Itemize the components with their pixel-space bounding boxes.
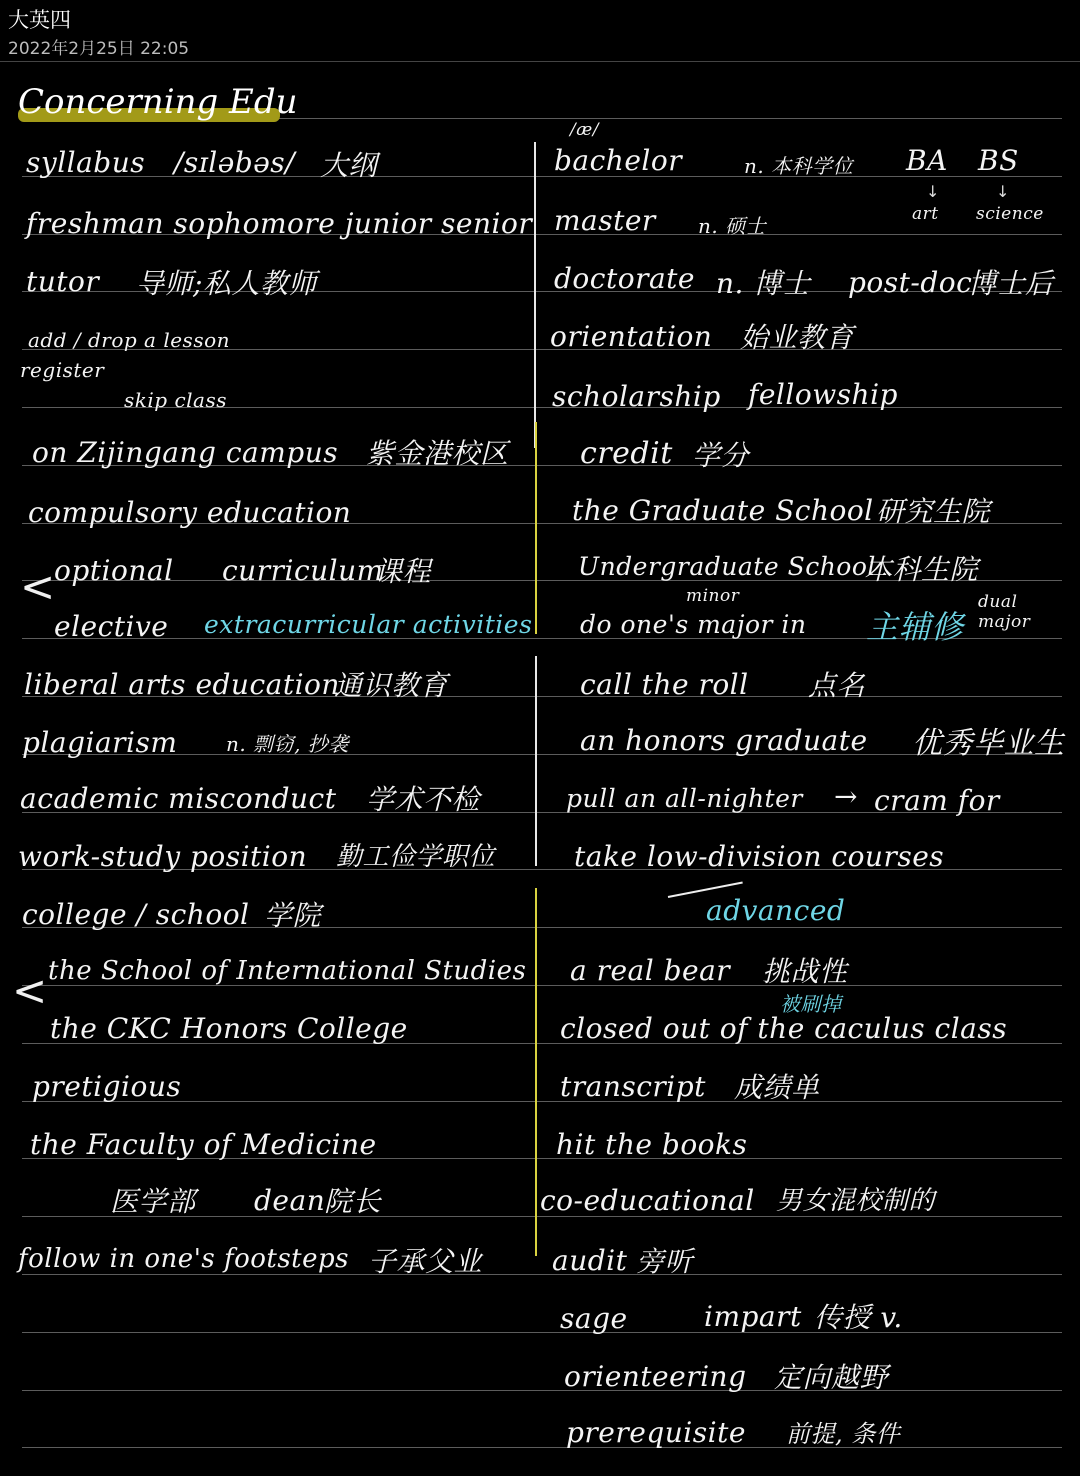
word-minor: minor (686, 586, 740, 606)
word-undergrad-school: Undergraduate School (578, 552, 876, 581)
cn-misconduct: 学术不检 (366, 783, 481, 816)
word-audit: audit (552, 1244, 628, 1277)
word-add-drop: add / drop a lesson (28, 328, 231, 352)
word-real-bear: a real bear (570, 954, 731, 987)
word-postdoc: post-doc (848, 266, 973, 299)
word-prestigious: pretigious (32, 1070, 182, 1103)
word-doctorate: doctorate (554, 262, 695, 295)
note-title: 大英四 (8, 8, 71, 32)
cn-bachelor: n. 本科学位 (744, 154, 854, 178)
bracket: < (12, 966, 48, 1015)
ruled-line (22, 1274, 1062, 1275)
word-skip-class: skip class (124, 388, 227, 412)
arrow-right-icon: → (834, 780, 858, 813)
word-transcript: transcript (560, 1070, 706, 1103)
note-datetime: 2022年2月25日 22:05 (8, 39, 190, 59)
word-honors-grad: an honors graduate (580, 724, 868, 757)
column-divider-yellow (535, 422, 537, 634)
ipa-syllabus: /sɪləbəs/ (174, 146, 296, 179)
word-misconduct: academic misconduct (20, 782, 337, 815)
word-impart: impart (704, 1300, 802, 1333)
cn-campus: 紫金港校区 (366, 437, 509, 470)
cn-dean: 院长 (324, 1185, 382, 1218)
word-dean: dean (254, 1184, 326, 1217)
bracket: < (20, 562, 56, 611)
word-fellowship: fellowship (748, 378, 898, 411)
handwritten-note-canvas[interactable] (0, 62, 1080, 1476)
ipa-bachelor: /æ/ (570, 120, 599, 140)
cn-transcript: 成绩单 (734, 1071, 820, 1104)
word-footsteps: follow in one's footsteps (18, 1244, 349, 1274)
cn-work-study: 勤工俭学职位 (336, 842, 496, 872)
cn-medicine: 医学部 (110, 1185, 196, 1218)
word-years: freshman sophomore junior senior (26, 207, 533, 240)
arrow-down-icon: ↓ (926, 182, 940, 201)
cn-plagiarism: n. 剽窃, 抄袭 (226, 732, 349, 756)
cn-honors-grad: 优秀毕业生 (912, 726, 1065, 761)
word-closed-out: closed out of the caculus class (560, 1012, 1008, 1045)
cn-curriculum: 课程 (374, 555, 432, 588)
ruled-line (22, 1390, 1062, 1391)
word-cram: cram for (874, 784, 1000, 817)
word-science: science (976, 204, 1044, 224)
cn-roll: 点名 (808, 669, 866, 702)
word-major: do one's major in (580, 610, 807, 639)
note-header (0, 0, 1080, 62)
cn-major: 主辅修 (866, 608, 964, 646)
cn-college: 学院 (264, 899, 322, 932)
word-medicine: the Faculty of Medicine (30, 1128, 377, 1161)
cn-footsteps: 子承父业 (368, 1245, 483, 1278)
word-campus: on Zijingang campus (32, 436, 339, 469)
cn-graduate-school: 研究生院 (876, 495, 991, 528)
word-hit-books: hit the books (556, 1128, 748, 1161)
word-dual-major: dual major (978, 592, 1031, 632)
arrow-down-icon: ↓ (996, 182, 1010, 201)
word-advanced: advanced (706, 894, 846, 927)
word-orienteering: orienteering (564, 1360, 747, 1393)
word-ba: BA (906, 144, 948, 177)
word-graduate-school: the Graduate School (572, 494, 874, 527)
word-bs: BS (978, 144, 1019, 177)
ruled-line (22, 754, 1062, 755)
word-prerequisite: prerequisite (566, 1416, 746, 1449)
cn-liberal-arts: 通识教育 (334, 669, 449, 702)
cn-tutor: 导师;私人教师 (136, 267, 317, 300)
word-elective: elective (54, 610, 169, 643)
cn-coed: 男女混校制的 (776, 1186, 936, 1216)
word-ckc: the CKC Honors College (50, 1012, 408, 1045)
word-optional: optional (54, 554, 174, 587)
cn-prerequisite: 前提, 条件 (786, 1420, 901, 1448)
word-liberal-arts: liberal arts education (24, 668, 340, 701)
word-syllabus: syllabus (26, 146, 146, 179)
word-intl-studies: the School of International Studies (48, 956, 527, 986)
cn-real-bear: 挑战性 (762, 955, 848, 988)
word-curriculum: curriculum (222, 554, 384, 587)
word-credit: credit (580, 436, 673, 471)
word-all-nighter: pull an all-nighter (566, 784, 803, 813)
heading (18, 82, 298, 122)
word-register: register (20, 358, 105, 382)
ruled-line (22, 1332, 1062, 1333)
word-low-division: take low-division courses (574, 840, 945, 873)
word-work-study: work-study position (18, 840, 308, 873)
cn-credit: 学分 (692, 439, 750, 472)
word-plagiarism: plagiarism (22, 726, 178, 759)
word-art: art (912, 204, 939, 224)
cn-undergrad-school: 本科生院 (864, 553, 979, 586)
cn-bumped: 被刷掉 (780, 992, 842, 1016)
ruled-line (22, 1447, 1062, 1448)
cn-impart: 传授 v. (814, 1301, 903, 1334)
column-divider-yellow (535, 888, 537, 1256)
word-bachelor: bachelor (554, 144, 683, 177)
cn-syllabus: 大纲 (320, 149, 378, 182)
word-master: master (554, 204, 656, 237)
word-tutor: tutor (26, 265, 100, 298)
word-compulsory: compulsory education (28, 496, 352, 529)
column-divider-white (534, 142, 536, 448)
word-sage: sage (560, 1302, 628, 1335)
cn-postdoc: 博士后 (968, 267, 1054, 300)
cn-master: n. 硕士 (698, 214, 767, 238)
word-college: college / school (22, 898, 250, 931)
cn-audit: 旁听 (636, 1245, 694, 1278)
word-extracurricular: extracurricular activities (204, 610, 533, 639)
heading-text: Concerning Edu (18, 82, 298, 122)
cn-orientation: 始业教育 (740, 321, 855, 354)
cn-orienteering: 定向越野 (774, 1361, 889, 1394)
column-divider-white (535, 656, 537, 866)
word-coed: co-educational (540, 1184, 755, 1217)
word-roll: call the roll (580, 668, 749, 701)
word-scholarship: scholarship (552, 380, 721, 413)
cn-doctorate: n. 博士 (716, 267, 811, 300)
word-orientation: orientation (550, 320, 713, 353)
